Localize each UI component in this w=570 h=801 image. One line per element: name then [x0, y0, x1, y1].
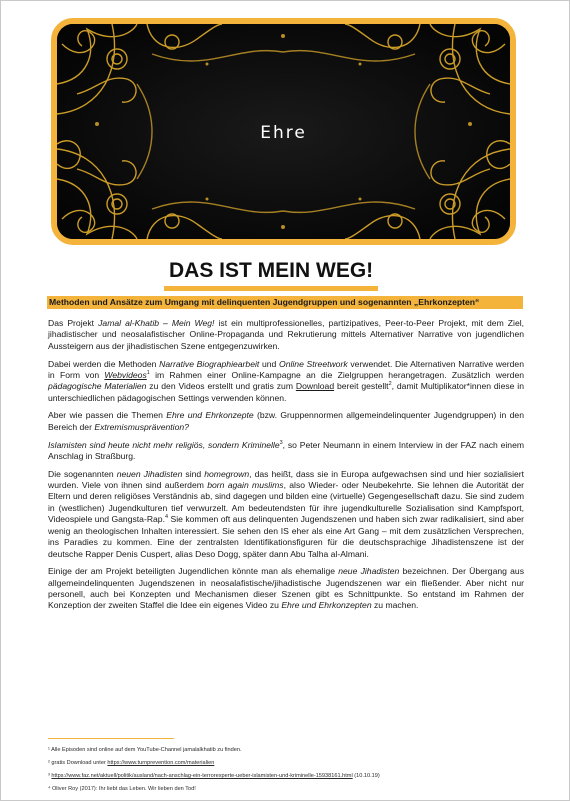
footnote-3-link[interactable]: https://www.faz.net/aktuell/politik/ausland/nach-anschlag-ein-terrorexperte-ueber-islamisten-und-kriminelle-15938161.html	[51, 773, 353, 779]
section-subtitle: Methoden und Ansätze zum Umgang mit delinquenten Jugendgruppen und sogenannten „Ehrkonzepten“	[47, 296, 523, 309]
webvideos-link[interactable]: Webvideos	[104, 369, 147, 380]
paragraph-new-jihadists: Die sogenannten neuen Jihadisten sind homegrown, das heißt, dass sie in Europa aufgewachsen sind und hier sozialisiert wurden. Viele von ihnen sind außerdem born again muslims, also Wieder- oder Neubekehrte. Sie lehnen die Autorität der Eltern und deren religiöses Verständnis ab, sind dagegen und bilden eine (virtuelle) Gegengesellschaft dazu. Sie sind zudem in (westlichen) Jugendkulturen tief verwurzelt. Am bedeutendsten für ihre jugendkulturelle Sozialisation sind Kampfsport, Videospiele und Gangsta-Rap.$^4$ Sie kommen oft aus delinquenten Jugendszenen und haben sich zwar radikalisiert, sind aber wenig an theologischen Inhalten interessiert. Sie sehen den IS eher als eine Art Gang – mit dem zusätzlichen Versprechen, ins Paradies zu kommen. Eine der zentralsten Identifikationsfiguren für die deutschsprachige Jihadistenszene ist der deutsche Rapper Denis Cuspert, alias Deso Dogg, später dann Abu Talha al-Almani.	[48, 468, 525, 559]
body-text	[48, 318, 524, 618]
banner-title: Ehre	[260, 123, 307, 143]
page-headline: DAS IST MEIN WEG!	[164, 255, 378, 291]
footnotes	[48, 744, 524, 796]
footnote-2: ² gratis Download unter https://www.turnprevention.com/materialien	[48, 760, 215, 766]
paragraph-project: Einige der am Projekt beteiligten Jugendlichen könnte man als ehemalige neue Jihadisten bezeichnen. Der Übergang aus allgemeindelinquenten Jugendszenen in neosalafistische/jihadistische Jugendszenen war ein fließender. Aber nicht nur personell, auch bei Konzepten und Mechanismen dieser Szenen gibt es Schnittpunkte. So entstand im Rahmen der Konzeption der zweiten Staffel die Idee ein eigenes Video zu Ehre und Ehrkonzepten zu machen.	[48, 566, 524, 611]
footnote-3: ³ https://www.faz.net/aktuell/politik/ausland/nach-anschlag-ein-terrorexperte-ueber-islamisten-und-kriminelle-15938161.html (10.10.19)	[48, 773, 380, 779]
paragraph-intro: Das Projekt Jamal al-Khatib – Mein Weg! ist ein multiprofessionelles, partizipatives, Peer-to-Peer Projekt, mit dem Ziel, jihadistischer und neosalafistischer Online-Propaganda und Rekrutierung mittels Alternativer Narrative von jugendlichen Aussteigern aus der jihadistischen Szene entgegenzuwirken.	[48, 318, 525, 351]
header-banner	[51, 18, 516, 245]
paragraph-quote: Islamisten sind heute nicht mehr religiös, sondern Kriminelle$^3$, so Peter Neumann in einem Interview in der FAZ nach einem Anschlag in Straßburg.	[48, 439, 525, 461]
footnote-2-link[interactable]: https://www.turnprevention.com/materialien	[107, 760, 215, 766]
paragraph-methods: Dabei werden die Methoden Narrative Biographiearbeit und Online Streetwork verwendet. Die Alternativen Narrative werden in Form von Webvideos$^1$ im Rahmen einer Online-Kampagne an die Zielgruppen herangetragen. Zusätzlich werden pädagogische Materialien zu den Videos erstellt und gratis zum Download bereit gestellt$^2$, damit Multiplikator*innen diese in unterschiedlichen pädagogischen Settings verwenden können.	[48, 358, 524, 403]
footnote-divider	[48, 738, 174, 739]
footnote-4: ⁴ Oliver Roy (2017): Ihr liebt das Leben. Wir lieben den Tod!	[48, 786, 196, 792]
download-link[interactable]: Download	[295, 381, 335, 392]
paragraph-question: Aber wie passen die Themen Ehre und Ehrkonzepte (bzw. Gruppennormen allgemeindelinquenter Jugendgruppen) in den Bereich der Extremismusprävention?	[48, 410, 524, 432]
footnote-1: ¹ Alle Episoden sind online auf dem YouTube-Channel jamalalkhatib zu finden.	[48, 747, 242, 753]
